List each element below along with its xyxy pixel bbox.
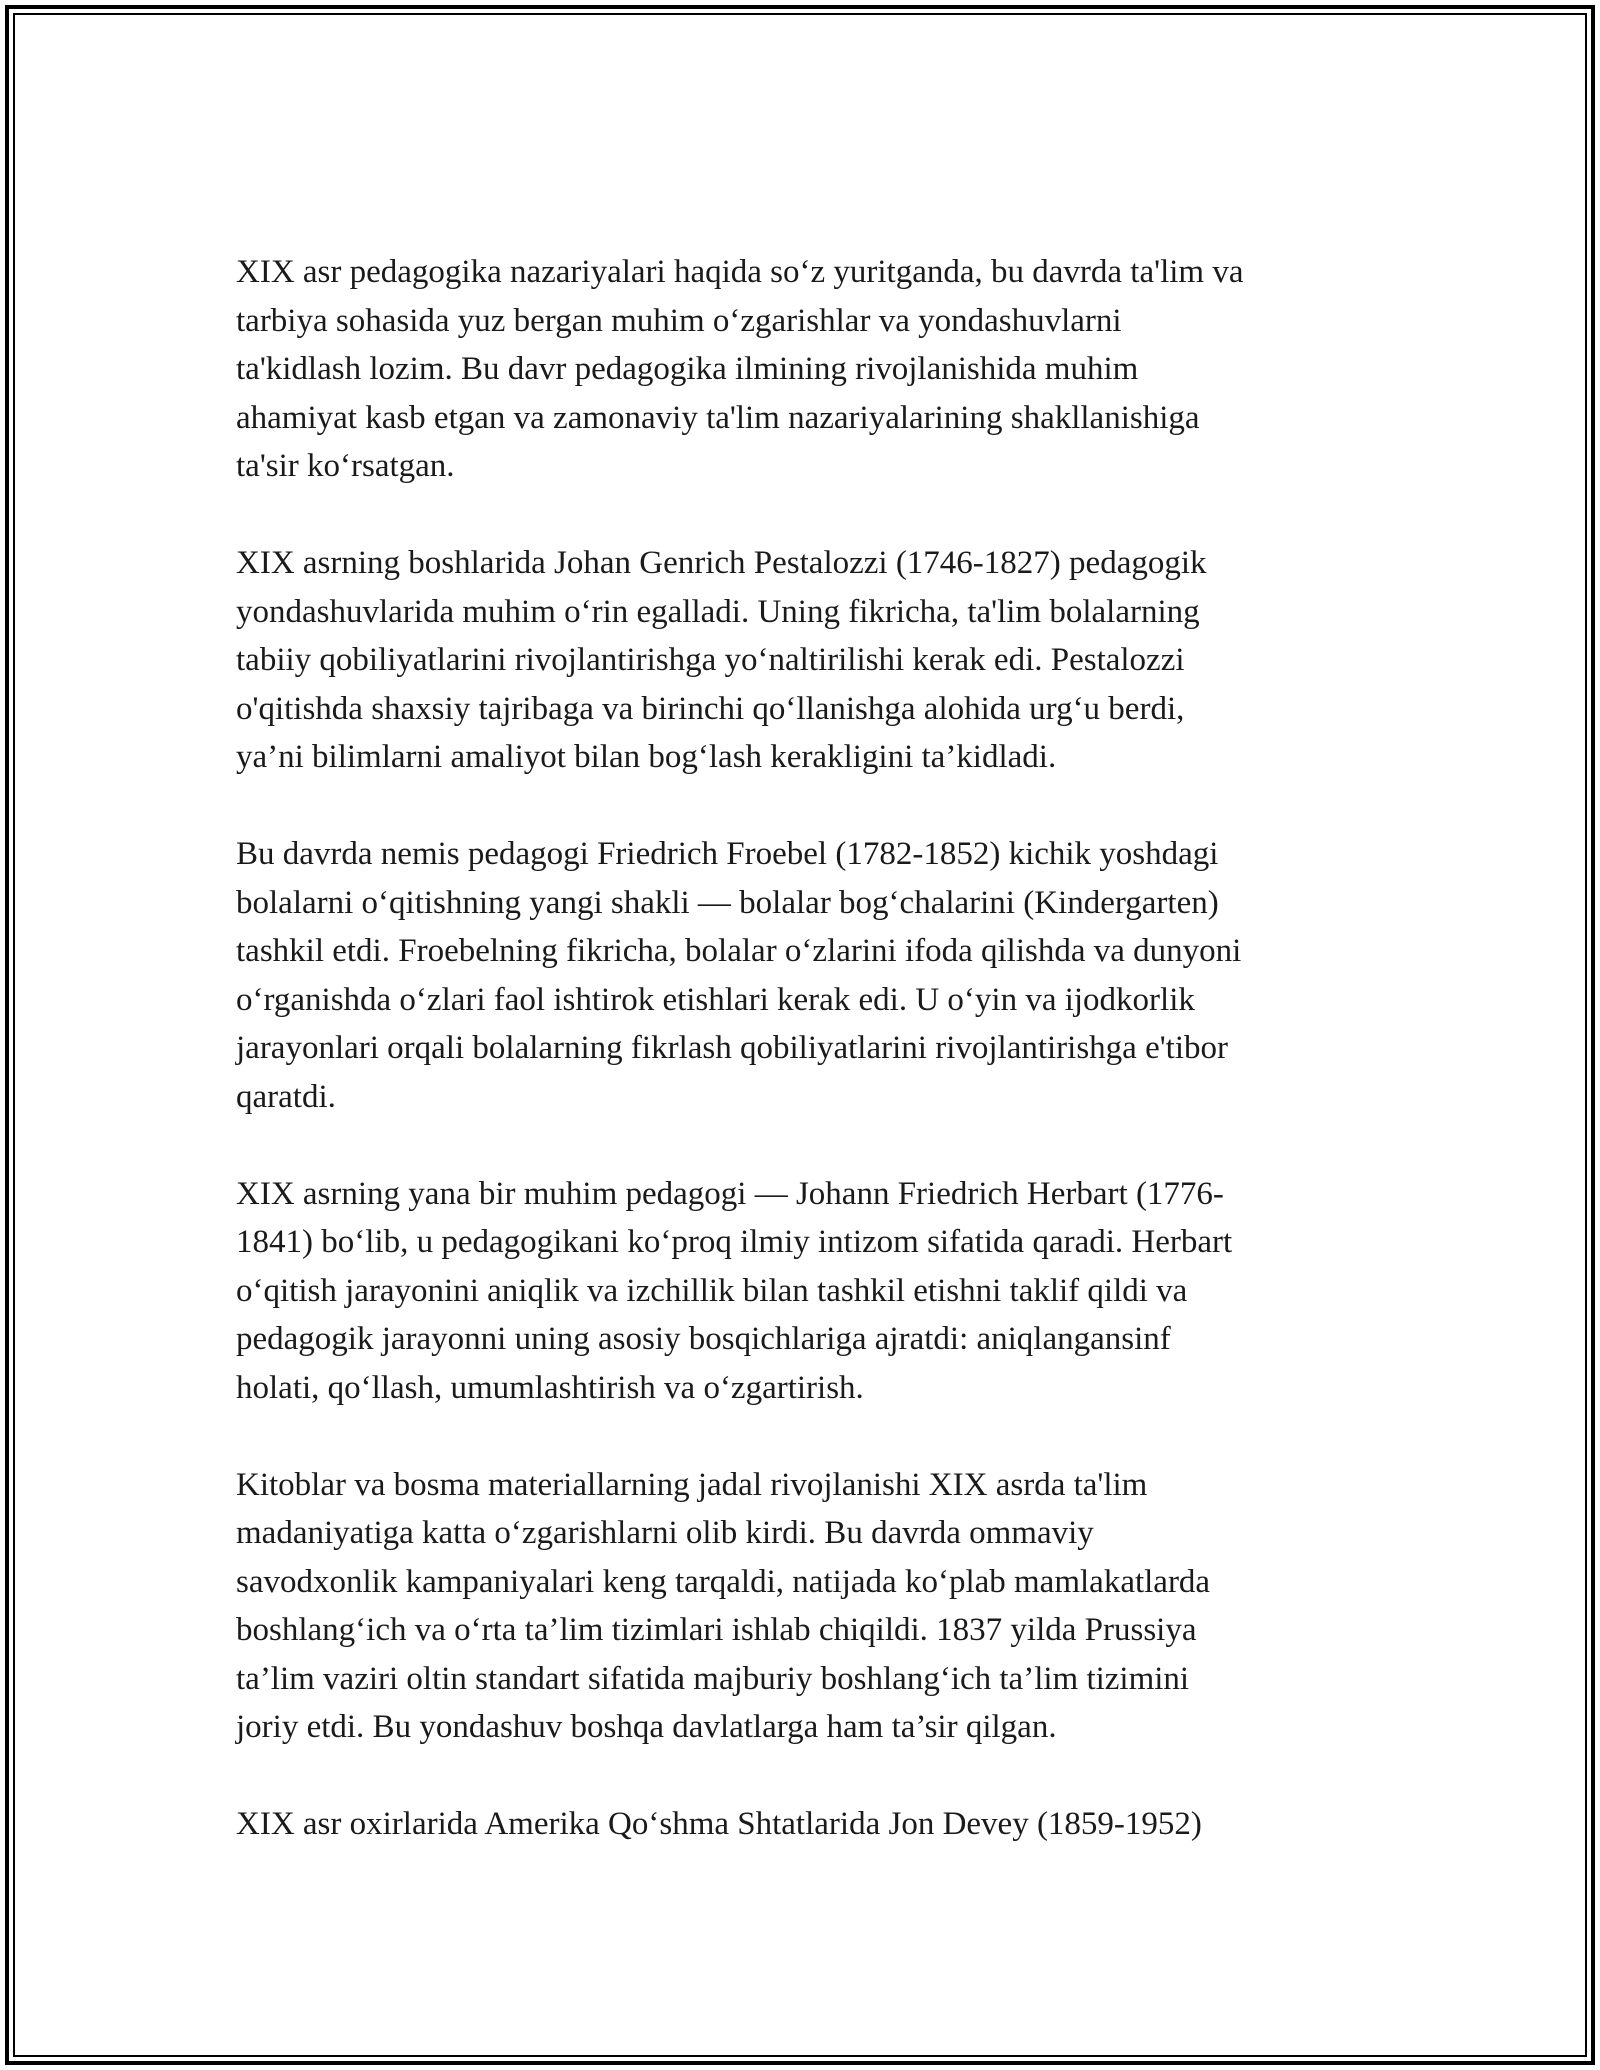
paragraph-3: Bu davrda nemis pedagogi Friedrich Froebel (1782-1852) kichik yoshdagi bolalarni o‘qitishning yangi shakli — bolalar bog‘chalarini (Kindergarten) tashkil etdi. Froebelning fikricha, bolalar o‘zlarini ifoda qilishda va dunyoni o‘rganishda o‘zlari faol ishtirok etishlari kerak edi. U o‘yin va ijodkorlik jarayonlari orqali bolalarning fikrlash qobiliyatlarini rivojlantirishga e'tibor qaratdi.: [236, 836, 1242, 1115]
paragraph-5: Kitoblar va bosma materiallarning jadal rivojlanishi XIX asrda ta'lim madaniyatiga katta o‘zgarishlarni olib kirdi. Bu davrda ommaviy savodxonlik kampaniyalari keng tarqaldi, natijada ko‘plab mamlakatlarda boshlang‘ich va o‘rta ta’lim tizimlari ishlab chiqildi. 1837 yilda Prussiya ta’lim vaziri oltin standart sifatida majburiy boshlang‘ich ta’lim tizimini joriy etdi. Bu yondashuv boshqa davlatlarga ham ta’sir qilgan.: [236, 1466, 1211, 1745]
paragraph-1: XIX asr pedagogika nazariyalari haqida so‘z yuritganda, bu davrda ta'lim va tarbiya sohasida yuz bergan muhim o‘zgarishlar va yondashuvlarni ta'kidlash lozim. Bu davr pedagogika ilmining rivojlanishida muhim ahamiyat kasb etgan va zamonaviy ta'lim nazariyalarining shakllanishiga ta'sir ko‘rsatgan.: [236, 254, 1244, 484]
document-body: [236, 248, 1356, 1897]
paragraph-6: XIX asr oxirlarida Amerika Qo‘shma Shtatlarida Jon Devey (1859-1952): [236, 1806, 1202, 1842]
paragraph-2: XIX asrning boshlarida Johan Genrich Pestalozzi (1746-1827) pedagogik yondashuvlarida muhim o‘rin egalladi. Uning fikricha, ta'lim bolalarning tabiiy qobiliyatlarini rivojlantirishga yo‘naltirilishi kerak edi. Pestalozzi o'qitishda shaxsiy tajribaga va birinchi qo‘llanishga alohida urg‘u berdi, ya’ni bilimlarni amaliyot bilan bog‘lash kerakligini ta’kidladi.: [236, 545, 1207, 775]
paragraph-4: XIX asrning yana bir muhim pedagogi — Johann Friedrich Herbart (1776- 1841) bo‘lib, u pedagogikani ko‘proq ilmiy intizom sifatida qaradi. Herbart o‘qitish jarayonini aniqlik va izchillik bilan tashkil etishni taklif qildi va pedagogik jarayonni uning asosiy bosqichlariga ajratdi: aniqlangansinf holati, qo‘llash, umumlashtirish va o‘zgartirish.: [236, 1175, 1233, 1406]
